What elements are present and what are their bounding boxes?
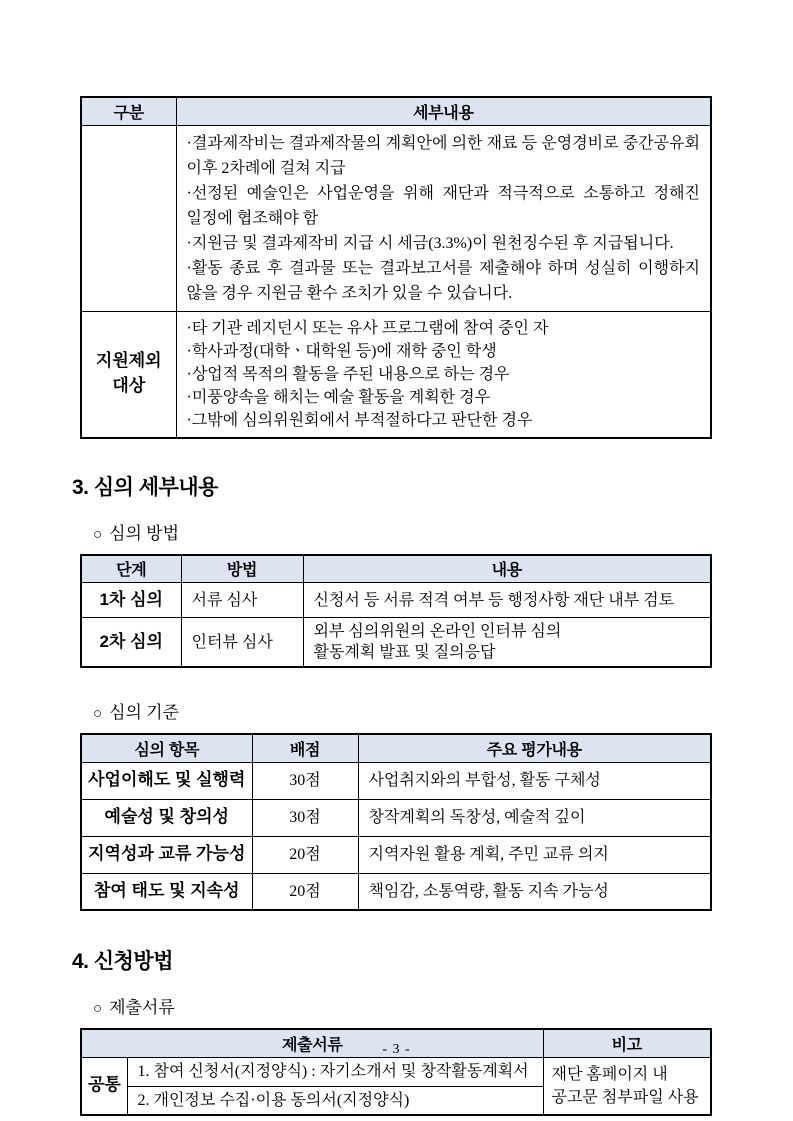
category-cell-exclusion: 지원제외 대상 (81, 311, 176, 438)
header-cell-category: 구분 (81, 97, 176, 125)
page-number: - 3 - (382, 1042, 411, 1057)
section-title-review: 3. 심의 세부내용 (72, 475, 218, 499)
header-cell-method: 방법 (181, 555, 303, 583)
table-row (81, 583, 711, 618)
table-header-row (81, 97, 711, 125)
table-row (81, 836, 711, 873)
circle-bullet-icon: ○ (93, 706, 103, 722)
criteria-score-cell: 20점 (252, 836, 358, 873)
details-cell-exclusion (176, 311, 711, 438)
bullet-line: ·타 기관 레지던시 또는 유사 프로그램에 참여 중인 자 (186, 319, 549, 337)
criteria-content-cell: 지역자원 활용 계획, 주민 교류 의지 (358, 836, 711, 873)
criteria-item-cell: 예술성 및 창의성 (81, 799, 252, 836)
table-row (81, 618, 711, 668)
document-item-cell: 1. 참여 신청서(지정양식) : 자기소개서 및 창작활동계획서 (127, 1057, 543, 1086)
criteria-item-cell: 참여 태도 및 지속성 (81, 873, 252, 910)
header-cell-content: 내용 (303, 555, 711, 583)
documents-category-cell: 공통 (81, 1057, 127, 1115)
criteria-item-cell: 지역성과 교류 가능성 (81, 836, 252, 873)
sub-label-review-criteria (93, 698, 712, 723)
details-cell-payment (176, 125, 711, 311)
header-cell-note: 비고 (543, 1029, 711, 1057)
bullet-line: ·상업적 목적의 활동을 주된 내용으로 하는 경우 (186, 365, 510, 383)
sub-label-text: 제출서류 (109, 998, 175, 1017)
bullet-line: ·그밖에 심의위원회에서 부적절하다고 판단한 경우 (186, 411, 533, 429)
circle-bullet-icon: ○ (93, 1001, 103, 1017)
table-row (81, 1057, 711, 1086)
table-row (81, 873, 711, 910)
header-cell-stage: 단계 (81, 555, 181, 583)
table-row (81, 762, 711, 799)
stage-cell: 2차 심의 (81, 618, 181, 668)
category-cell-empty (81, 125, 176, 311)
document-item-cell: 2. 개인정보 수집·이용 동의서(지정양식) (127, 1086, 543, 1115)
header-cell-item: 심의 항목 (81, 734, 252, 762)
content-cell (303, 583, 711, 618)
sub-label-text: 심의 기준 (109, 703, 180, 722)
criteria-score-cell: 30점 (252, 762, 358, 799)
header-cell-score: 배점 (252, 734, 358, 762)
table-row (81, 125, 711, 311)
criteria-content-cell: 창작계획의 독창성, 예술적 깊이 (358, 799, 711, 836)
bullet-line: ·결과제작비는 결과제작물의 계획안에 의한 재료 등 운영경비로 중간공유회 이후 2차례에 걸쳐 지급 (186, 134, 700, 177)
sub-label-review-method (93, 519, 712, 544)
sub-label-documents (93, 993, 712, 1018)
bullet-line: ·미풍양속을 해치는 예술 활동을 계획한 경우 (186, 388, 491, 406)
bullet-line: ·학사과정(대학ㆍ대학원 등)에 재학 중인 학생 (186, 342, 497, 360)
content-line: 외부 심의위원의 온라인 인터뷰 심의 (313, 623, 562, 640)
header-cell-evaluation: 주요 평가내용 (358, 734, 711, 762)
documents-note-cell: 재단 홈페이지 내 공고문 첨부파일 사용 (543, 1057, 711, 1115)
criteria-content-cell: 책임감, 소통역량, 활동 지속 가능성 (358, 873, 711, 910)
bullet-line: ·지원금 및 결과제작비 지급 시 세금(3.3%)이 원천징수된 후 지급됩니다. (186, 234, 674, 252)
table-header-row (81, 734, 711, 762)
support-details-table (80, 96, 712, 439)
bullet-line: ·활동 종료 후 결과물 또는 결과보고서를 제출해야 하며 성실히 이행하지 않을 경우 지원금 환수 조치가 있을 수 있습니다. (186, 259, 700, 302)
criteria-content-cell: 사업취지와의 부합성, 활동 구체성 (358, 762, 711, 799)
criteria-score-cell: 30점 (252, 799, 358, 836)
review-method-table (80, 554, 712, 669)
circle-bullet-icon: ○ (93, 526, 103, 543)
review-criteria-table (80, 733, 712, 911)
content-line: 활동계획 발표 및 질의응답 (313, 644, 496, 661)
content-cell (303, 618, 711, 668)
table-row (81, 311, 711, 438)
criteria-score-cell: 20점 (252, 873, 358, 910)
header-cell-documents: 제출서류 (81, 1029, 543, 1057)
document-content (72, 96, 712, 1116)
sub-label-text: 심의 방법 (109, 523, 180, 543)
content-line: 신청서 등 서류 적격 여부 등 행정사항 재단 내부 검토 (313, 591, 675, 609)
method-cell: 서류 심사 (181, 583, 303, 618)
table-row (81, 799, 711, 836)
table-header-row (81, 555, 711, 583)
bullet-line: ·선정된 예술인은 사업운영을 위해 재단과 적극적으로 소통하고 정해진 일정에 협조해야 함 (186, 184, 700, 227)
stage-cell: 1차 심의 (81, 583, 181, 618)
section-title-application: 4. 신청방법 (72, 950, 173, 973)
criteria-item-cell: 사업이해도 및 실행력 (81, 762, 252, 799)
header-cell-details: 세부내용 (176, 97, 711, 125)
method-cell: 인터뷰 심사 (181, 618, 303, 668)
